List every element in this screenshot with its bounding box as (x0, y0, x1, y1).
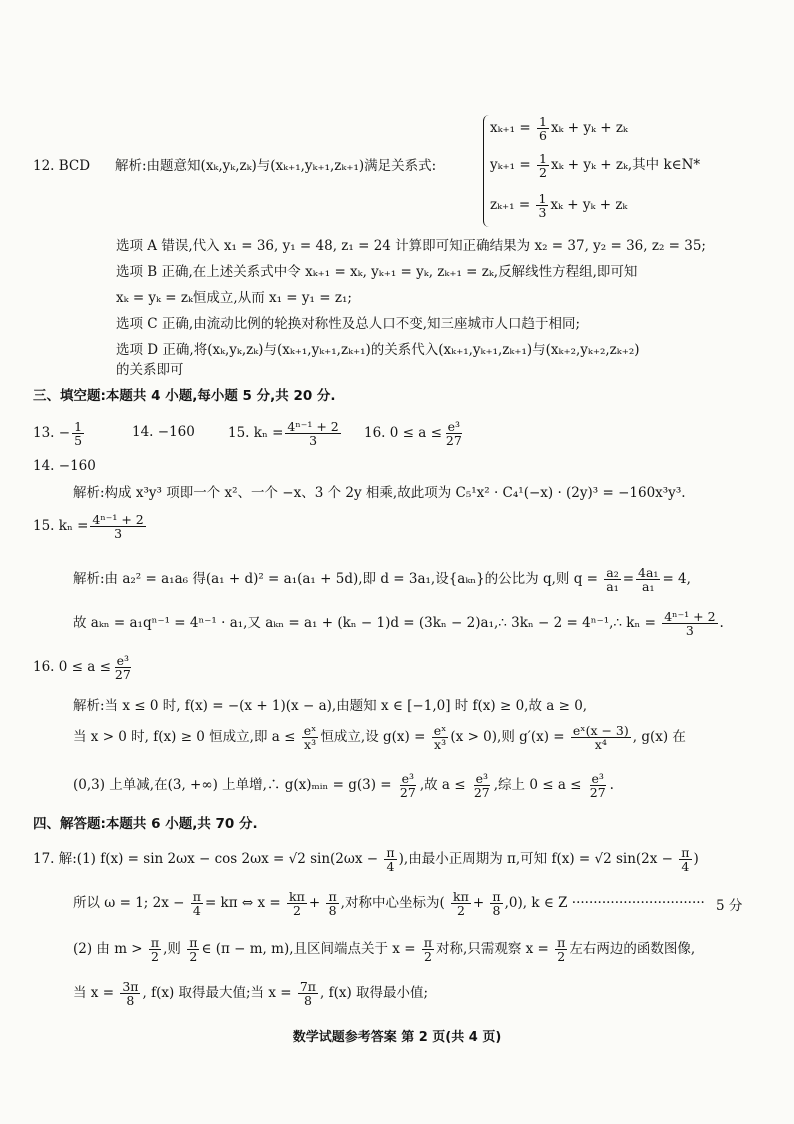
answer-14: 14. −160 (132, 424, 195, 440)
q12-intro: 解析:由题意知(xₖ,yₖ,zₖ)与(xₖ₊₁,yₖ₊₁,zₖ₊₁)满足关系式: (115, 158, 437, 174)
option-b-text-2: xₖ = yₖ = zₖ恒成立,从而 x₁ = y₁ = z₁; (116, 290, 352, 306)
system-row-3: zₖ₊₁ = $\frac{1}{3}$ xₖ + yₖ + zₖ (490, 191, 628, 221)
section-3-title: 三、填空题:本题共 4 小题,每小题 5 分,共 20 分. (33, 388, 336, 404)
q17-line-1: 17. 解:(1) f(x) = sin 2ωx − cos 2ωx = √2 sin(2ωx − $\frac{\pi}{4}$ ),由最小正周期为 π,可知 f(x) = √2 sin(2x − $\frac{\pi}{4}$ ) (33, 845, 699, 875)
q15-head: 15. kₙ = $\frac{\text{4ⁿ⁻¹ + 2}}{3}$ (33, 512, 144, 542)
q15-line-2: 故 aₖₙ = a₁qⁿ⁻¹ = 4ⁿ⁻¹ · a₁,又 aₖₙ = a₁ + (kₙ − 1)d = (3kₙ − 2)a₁,∴ 3kₙ − 2 = 4ⁿ⁻¹,∴ kₙ = $\frac{\text{4ⁿ⁻¹ + 2}}{3}$ . (73, 609, 724, 639)
answer-16: 16. 0 ≤ a ≤ $\frac{\text{e³}}{27}$ (364, 419, 462, 449)
option-a-text: 选项 A 错误,代入 x₁ = 36, y₁ = 48, z₁ = 24 计算即可知正确结果为 x₂ = 37, y₂ = 36, z₂ = 35; (116, 238, 706, 254)
option-d-text-2: 的关系即可 (116, 362, 184, 378)
q16-line-2: 当 x > 0 时, f(x) ≥ 0 恒成立,即 a ≤ $\frac{\text{eˣ}}{\text{x³}}$ 恒成立,设 g(x) = $\frac{\text{eˣ}}{\text{x³}}$ (x > 0),则 g′(x) = $\frac{\text{eˣ(x − 3)}}{\text{x⁴}}$ , g(x) 在 (73, 723, 686, 753)
q17-score: 5 分 (716, 898, 743, 914)
answer-row: 13. − $\frac{1}{5}$ (33, 419, 83, 449)
q17-line-4: 当 x = $\frac{3\pi}{8}$ , f(x) 取得最大值;当 x = $\frac{7\pi}{8}$ , f(x) 取得最小值; (73, 979, 429, 1009)
system-row-2: yₖ₊₁ = $\frac{1}{2}$ xₖ + yₖ + zₖ,其中 k∈N* (490, 151, 701, 181)
q16-line-1: 解析:当 x ≤ 0 时, f(x) = −(x + 1)(x − a),由题知 x ∈ [−1,0] 时 f(x) ≥ 0,故 a ≥ 0, (73, 698, 588, 714)
section-4-title: 四、解答题:本题共 6 小题,共 70 分. (33, 816, 258, 832)
option-d-text-1: 选项 D 正确,将(xₖ,yₖ,zₖ)与(xₖ₊₁,yₖ₊₁,zₖ₊₁)的关系代入(xₖ₊₁,yₖ₊₁,zₖ₊₁)与(xₖ₊₂,yₖ₊₂,zₖ₊₂) (116, 342, 640, 358)
q16-line-3: (0,3) 上单减,在(3, +∞) 上单增,∴ g(x)ₘᵢₙ = g(3) = $\frac{\text{e³}}{27}$ ,故 a ≤ $\frac{\text{e³}}{27}$ ,综上 0 ≤ a ≤ $\frac{\text{e³}}{27}$ . (73, 771, 614, 801)
page-footer: 数学试题参考答案 第 2 页(共 4 页) (292, 1030, 502, 1045)
q12-label: 12. BCD (33, 158, 91, 174)
answer-15: 15. kₙ = $\frac{\text{4ⁿ⁻¹ + 2}}{3}$ (228, 419, 339, 449)
q14-head: 14. −160 (33, 458, 96, 474)
q16-head: 16. 0 ≤ a ≤ $\frac{\text{e³}}{27}$ (33, 653, 131, 683)
system-row-1: xₖ₊₁ = $\frac{1}{6}$ xₖ + yₖ + zₖ (490, 114, 628, 144)
option-b-text-1: 选项 B 正确,在上述关系式中令 xₖ₊₁ = xₖ, yₖ₊₁ = yₖ, zₖ₊₁ = zₖ,反解线性方程组,即可知 (116, 264, 638, 280)
equation-system-brace (483, 115, 490, 227)
q14-body: 解析:构成 x³y³ 项即一个 x²、一个 −x、3 个 2y 相乘,故此项为 C₅¹x² · C₄¹(−x) · (2y)³ = −160x³y³. (73, 485, 686, 501)
q17-line-3: (2) 由 m > $\frac{\pi}{2}$ ,则 $\frac{\pi}{2}$ ∈ (π − m, m),且区间端点关于 x = $\frac{\pi}{2}$ 对称,只需观察 x = $\frac{\pi}{2}$ 左右两边的函数图像, (73, 935, 696, 965)
option-c-text: 选项 C 正确,由流动比例的轮换对称性及总人口不变,知三座城市人口趋于相同; (116, 316, 581, 332)
q17-line-2: 所以 ω = 1; 2x − $\frac{\pi}{4}$ = kπ ⇔ x = $\frac{k\pi}{2}$ + $\frac{\pi}{8}$ ,对称中心坐标为( $\frac{k\pi}{2}$ + $\frac{\pi}{8}$ ,0), k ∈ Z ······························· (73, 889, 705, 919)
q15-line-1: 解析:由 a₂² = a₁a₆ 得(a₁ + d)² = a₁(a₁ + 5d),即 d = 3a₁,设{aₖₙ}的公比为 q,则 q = $\frac{\text{a₂}}{\text{a₁}}$ = $\frac{\text{4a₁}}{\text{a₁}}$ = 4, (73, 565, 691, 595)
